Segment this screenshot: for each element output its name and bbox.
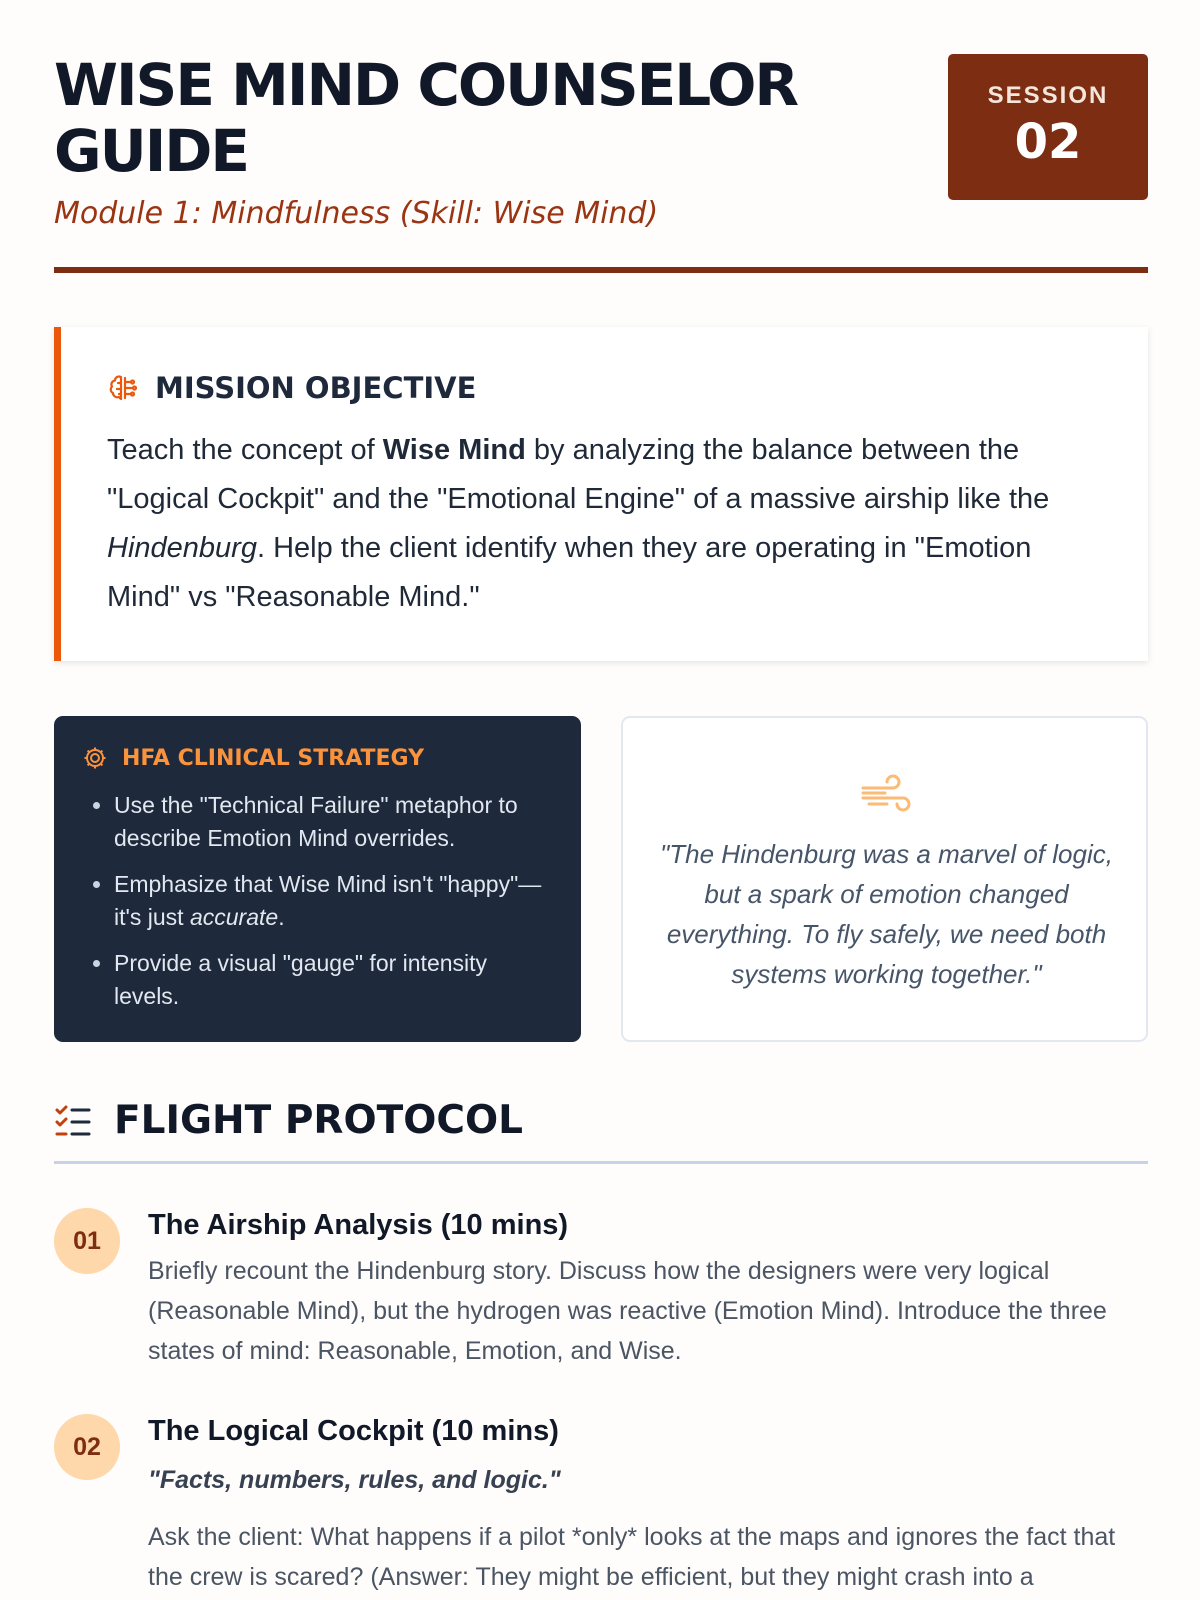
list-item (114, 868, 554, 934)
page-title: WISE MIND COUNSELOR GUIDE (54, 51, 798, 185)
step-title: The Logical Cockpit (10 mins) (148, 1415, 559, 1447)
strategy-title: HFA CLINICAL STRATEGY (122, 745, 425, 771)
mission-objective-card (54, 327, 1148, 661)
quote-text: "The Hindenburg was a marvel of logic, but a spark of emotion changed everything. To fly safely, we need both systems working together." (660, 839, 1113, 989)
list-item-text: Use the "Technical Failure" metaphor to describe Emotion Mind overrides. (114, 792, 518, 851)
protocol-header (54, 1098, 523, 1143)
list-item-text: Emphasize that Wise Mind isn't "happy"—it's just (114, 871, 542, 930)
wind-icon (859, 774, 913, 818)
checklist-icon (54, 1104, 92, 1138)
protocol-divider (54, 1161, 1148, 1164)
mission-text-bold: Wise Mind (382, 434, 526, 466)
protocol-title: FLIGHT PROTOCOL (114, 1098, 523, 1143)
list-item (114, 789, 554, 855)
guide-page (54, 0, 1148, 1591)
mission-title: MISSION OBJECTIVE (155, 371, 477, 405)
header-divider (54, 267, 1148, 273)
step-number-badge: 01 (54, 1208, 120, 1274)
list-item-emphasis: accurate (189, 904, 279, 930)
step-subtitle: "Facts, numbers, rules, and logic." (148, 1466, 561, 1494)
mission-text-part: Teach the concept of (107, 434, 383, 466)
mission-text-part: . Help the client identify when they are operating in "Emotion Mind" vs "Reasonable Mind." (107, 532, 1032, 613)
page-subtitle: Module 1: Mindfulness (Skill: Wise Mind) (54, 196, 659, 231)
mission-text-part: by analyzing the balance between the "Logical Cockpit" and the "Emotional Engine" of a massive airship like the (107, 434, 1050, 515)
header (54, 0, 1148, 270)
gear-icon (82, 745, 108, 771)
mission-text (107, 426, 1097, 622)
step-body: Briefly recount the Hindenburg story. Discuss how the designers were very logical (Reasonable Mind), but the hydrogen was reactive (Emotion Mind). Introduce the three states of mind: Reasonable, Emotion, and Wise. (148, 1257, 1107, 1365)
step-title: The Airship Analysis (10 mins) (148, 1209, 569, 1241)
session-number: 02 (1014, 114, 1082, 170)
session-label: SESSION (987, 82, 1109, 109)
mission-header (107, 371, 476, 405)
list-item (114, 947, 554, 1013)
list-item-text: Provide a visual "gauge" for intensity levels. (114, 950, 488, 1009)
strategy-header (82, 745, 424, 771)
clinical-strategy-card (54, 716, 581, 1042)
mission-text-italic: Hindenburg (107, 532, 257, 564)
step-number-badge: 02 (54, 1414, 120, 1480)
session-badge (948, 54, 1148, 200)
brain-icon (107, 372, 139, 404)
strategy-list (114, 789, 554, 1026)
step-body: Ask the client: What happens if a pilot *only* looks at the maps and ignores the fact that the crew is scared? (Answer: They might be efficient, but they might crash into a (148, 1523, 1116, 1591)
list-item-text: . (278, 904, 285, 930)
quote-card (621, 716, 1148, 1042)
